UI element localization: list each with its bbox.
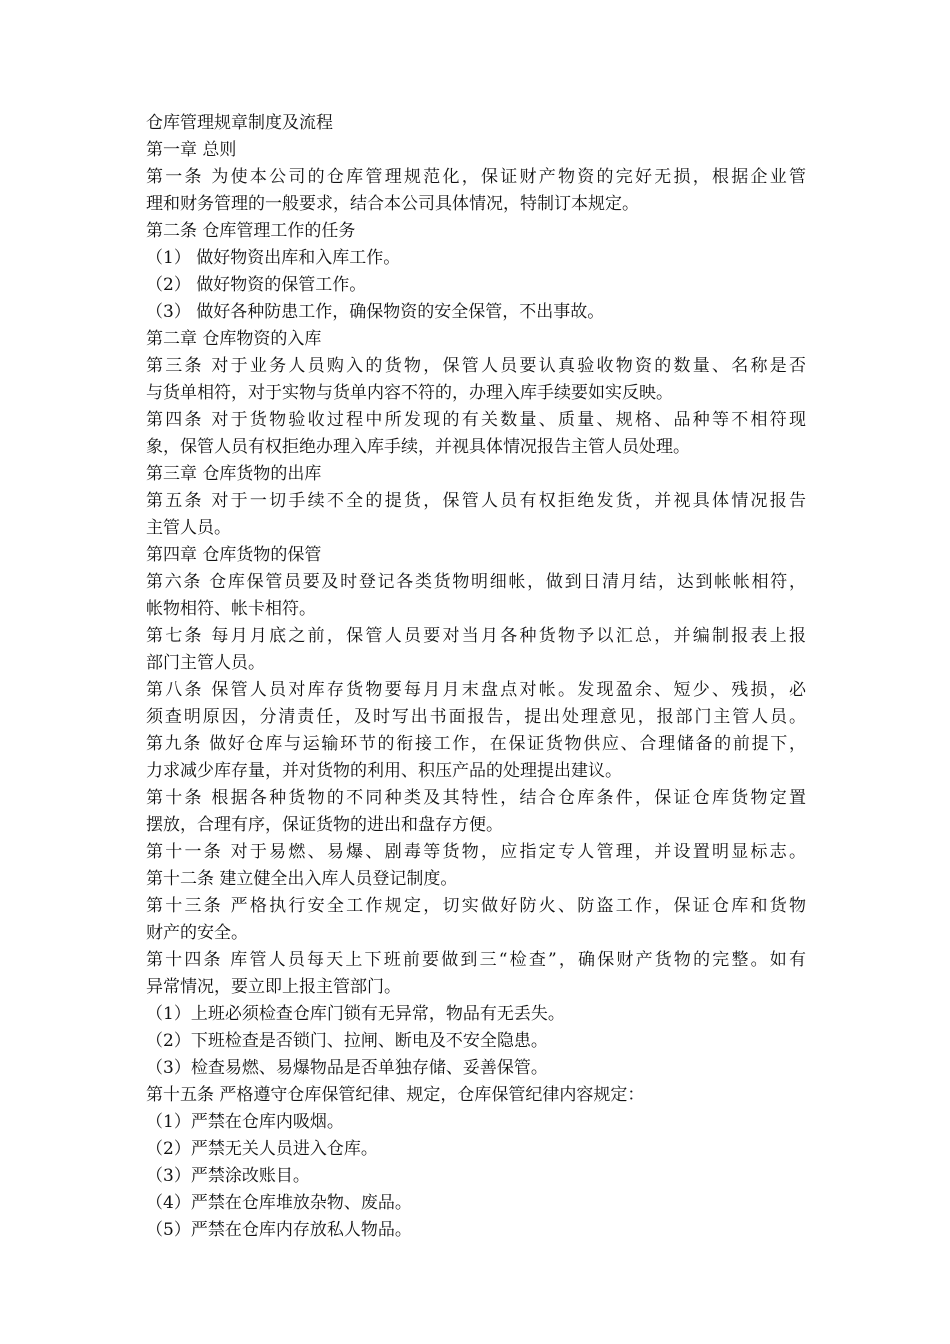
text-line: 第十条 根据各种货物的不同种类及其特性，结合仓库条件，保证仓库货物定置 [146, 788, 806, 808]
text-line: （1） 做好物资出库和入库工作。 [146, 248, 401, 268]
document-title: 仓库管理规章制度及流程 [146, 113, 333, 133]
text-line: 第二条 仓库管理工作的任务 [146, 221, 356, 241]
text-line: （1）上班必须检查仓库门锁有无异常，物品有无丢失。 [146, 1004, 565, 1024]
text-line: （5）严禁在仓库内存放私人物品。 [146, 1220, 412, 1240]
text-line: 第九条 做好仓库与运输环节的衔接工作，在保证货物供应、合理储备的前提下， [146, 734, 806, 754]
text-line: （4）严禁在仓库堆放杂物、废品。 [146, 1193, 412, 1213]
text-line: 第三条 对于业务人员购入的货物，保管人员要认真验收物资的数量、名称是否 [146, 356, 806, 376]
text-line: 第六条 仓库保管员要及时登记各类货物明细帐，做到日清月结，达到帐帐相符， [146, 572, 806, 592]
text-line: （2）严禁无关人员进入仓库。 [146, 1139, 378, 1159]
text-line: 第十三条 严格执行安全工作规定，切实做好防火、防盗工作，保证仓库和货物 [146, 896, 806, 916]
text-line: 第八条 保管人员对库存货物要每月月末盘点对帐。发现盈余、短少、残损，必 [146, 680, 806, 700]
text-line: 帐物相符、帐卡相符。 [146, 599, 316, 619]
document-body [146, 110, 806, 1244]
text-line: 摆放，合理有序，保证货物的进出和盘存方便。 [146, 815, 503, 835]
text-line: 第四章 仓库货物的保管 [146, 545, 322, 565]
text-line: 须查明原因，分清责任，及时写出书面报告，提出处理意见，报部门主管人员。 [146, 707, 806, 727]
text-line: （3） 做好各种防患工作，确保物资的安全保管，不出事故。 [146, 302, 605, 322]
text-line: 第二章 仓库物资的入库 [146, 329, 322, 349]
text-line: 第一章 总则 [146, 140, 237, 160]
text-line: 与货单相符，对于实物与货单内容不符的，办理入库手续要如实反映。 [146, 383, 673, 403]
text-line: 象，保管人员有权拒绝办理入库手续，并视具体情况报告主管人员处理。 [146, 437, 690, 457]
text-line: 第十五条 严格遵守仓库保管纪律、规定，仓库保管纪律内容规定： [146, 1085, 645, 1105]
text-line: 第十一条 对于易燃、易爆、剧毒等货物，应指定专人管理，并设置明显标志。 [146, 842, 806, 862]
text-line: （2） 做好物资的保管工作。 [146, 275, 367, 295]
text-line: 部门主管人员。 [146, 653, 265, 673]
text-line: 异常情况，要立即上报主管部门。 [146, 977, 401, 997]
text-line: 主管人员。 [146, 518, 231, 538]
text-line: 第四条 对于货物验收过程中所发现的有关数量、质量、规格、品种等不相符现 [146, 410, 806, 430]
text-line: 第一条 为使本公司的仓库管理规范化，保证财产物资的完好无损，根据企业管 [146, 167, 806, 187]
text-line: （2）下班检查是否锁门、拉闸、断电及不安全隐患。 [146, 1031, 548, 1051]
text-line: 财产的安全。 [146, 923, 248, 943]
text-line: 第十二条 建立健全出入库人员登记制度。 [146, 869, 458, 889]
text-line: 力求减少库存量，并对货物的利用、积压产品的处理提出建议。 [146, 761, 622, 781]
text-line: 第三章 仓库货物的出库 [146, 464, 322, 484]
text-line: 第十四条 库管人员每天上下班前要做到三“检查”，确保财产货物的完整。如有 [146, 950, 806, 970]
text-line: （3）严禁涂改账目。 [146, 1166, 310, 1186]
text-line: （3）检查易燃、易爆物品是否单独存储、妥善保管。 [146, 1058, 548, 1078]
text-line: 理和财务管理的一般要求，结合本公司具体情况，特制订本规定。 [146, 194, 639, 214]
text-line: （1）严禁在仓库内吸烟。 [146, 1112, 344, 1132]
text-line: 第五条 对于一切手续不全的提货，保管人员有权拒绝发货，并视具体情况报告 [146, 491, 806, 511]
text-line: 第七条 每月月底之前，保管人员要对当月各种货物予以汇总，并编制报表上报 [146, 626, 806, 646]
